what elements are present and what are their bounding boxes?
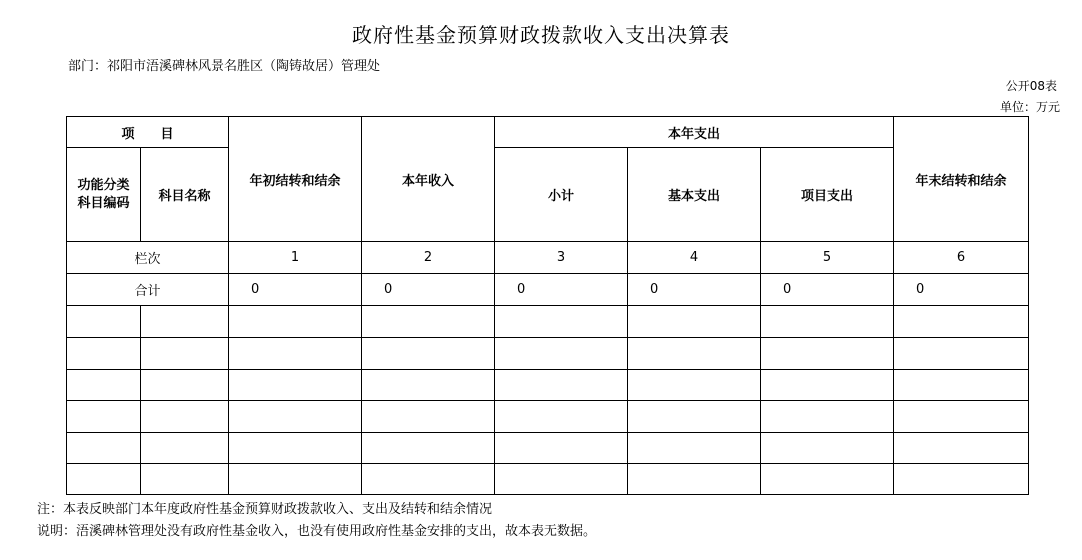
header-subject-name: 科目名称	[141, 148, 229, 242]
column-number-cell: 6	[894, 242, 1029, 274]
total-cell: 0	[761, 274, 894, 306]
column-number-cell: 2	[362, 242, 495, 274]
column-number-cell: 3	[495, 242, 628, 274]
total-cell: 0	[229, 274, 362, 306]
total-cell: 0	[628, 274, 761, 306]
total-cell: 0	[495, 274, 628, 306]
header-func-code: 功能分类科目编码	[67, 148, 141, 242]
header-current-income: 本年收入	[362, 117, 495, 242]
total-cell: 0	[362, 274, 495, 306]
column-number-row	[67, 242, 1029, 274]
footnote-2: 说明：浯溪碑林管理处没有政府性基金收入，也没有使用政府性基金安排的支出，故本表无数据。	[37, 524, 597, 539]
column-number-cell: 1	[229, 242, 362, 274]
empty-row	[67, 464, 1029, 495]
form-code: 公开08表	[1005, 79, 1057, 93]
empty-row	[67, 370, 1029, 401]
empty-row	[67, 401, 1029, 433]
footnote-1: 注：本表反映部门本年度政府性基金预算财政拨款收入、支出及结转和结余情况	[37, 502, 493, 517]
header-basic-expense: 基本支出	[628, 148, 761, 242]
column-number-cell: 5	[761, 242, 894, 274]
header-subtotal: 小计	[495, 148, 628, 242]
header-current-expense: 本年支出	[495, 117, 894, 148]
column-number-cell: 4	[628, 242, 761, 274]
unit-label: 单位：万元	[999, 100, 1060, 114]
total-label: 合计	[67, 274, 229, 306]
header-project-expense: 项目支出	[761, 148, 894, 242]
total-row	[67, 274, 1029, 306]
empty-row	[67, 338, 1029, 370]
empty-row	[67, 433, 1029, 464]
empty-row	[67, 306, 1029, 338]
department-label: 部门：祁阳市浯溪碑林风景名胜区（陶铸故居）管理处	[68, 59, 381, 74]
column-number-label: 栏次	[67, 242, 229, 274]
total-cell: 0	[894, 274, 1029, 306]
page-title: 政府性基金预算财政拨款收入支出决算表	[352, 23, 730, 47]
header-opening-balance: 年初结转和结余	[229, 117, 362, 242]
header-item: 项 目	[67, 117, 229, 148]
header-closing-balance: 年末结转和结余	[894, 117, 1029, 242]
budget-table	[66, 116, 1029, 495]
